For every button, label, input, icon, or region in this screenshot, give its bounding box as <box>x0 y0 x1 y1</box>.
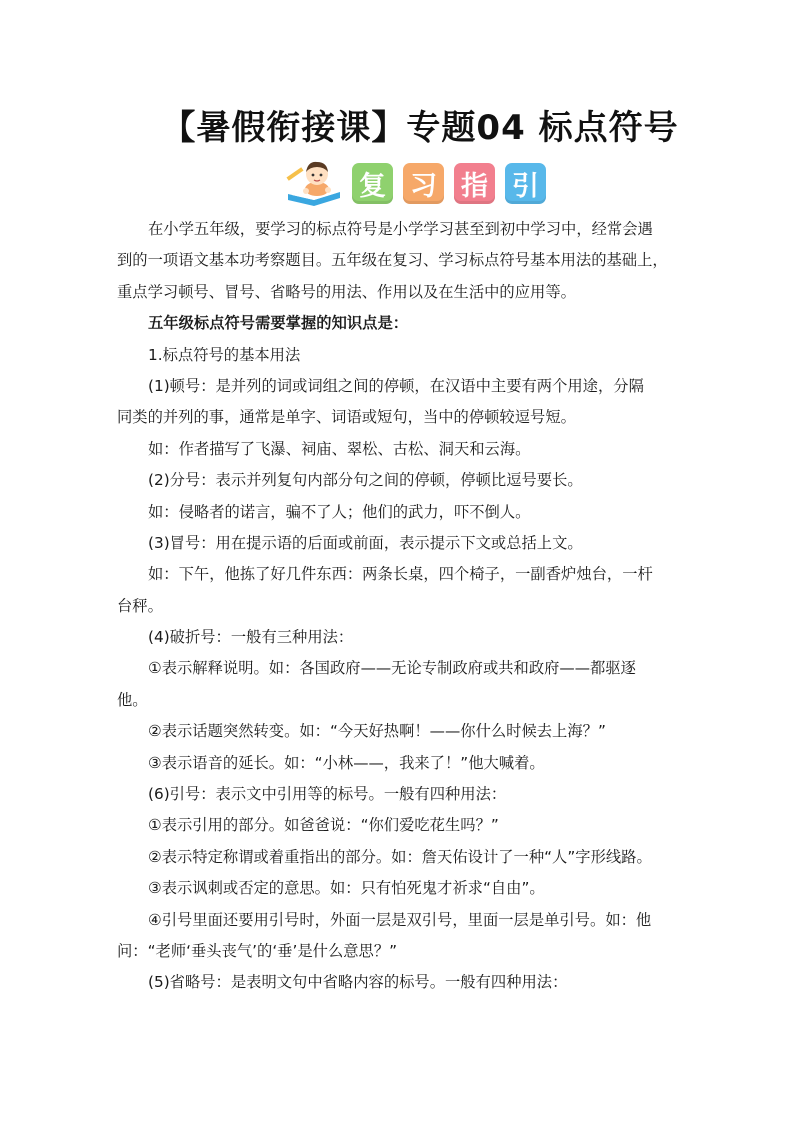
badge-zhi: 指 <box>454 163 495 204</box>
section-heading: 五年级标点符号需要掌握的知识点是： <box>148 314 409 333</box>
text-line: 重点学习顿号、冒号、省略号的用法、作用以及在生活中的应用等。 <box>117 282 576 301</box>
text-line: 同类的并列的事，通常是单字、词语或短句，当中的停顿较逗号短。 <box>117 408 576 427</box>
text-line: ③表示讽刺或否定的意思。如：只有怕死鬼才祈求“自由”。 <box>148 879 545 898</box>
text-line: (2)分号：表示并列复句内部分句之间的停顿，停顿比逗号要长。 <box>148 471 583 490</box>
text-line: 如：侵略者的诺言，骗不了人；他们的武力，吓不倒人。 <box>148 502 531 521</box>
text-line: (1)顿号：是并列的词或词组之间的停顿，在汉语中主要有两个用途，分隔 <box>148 376 644 395</box>
review-guide-banner <box>284 158 556 208</box>
text-line: ③表示语音的延长。如：“小林——，我来了！”他大喊着。 <box>148 753 545 772</box>
student-reading-icon <box>284 158 344 208</box>
badge-xi: 习 <box>403 163 444 204</box>
text-line: ④引号里面还要用引号时，外面一层是双引号，里面一层是单引号。如：他 <box>148 910 652 929</box>
text-line: (5)省略号：是表明文句中省略内容的标号。一般有四种用法： <box>148 973 568 992</box>
body-text <box>117 214 677 999</box>
text-line: 在小学五年级，要学习的标点符号是小学学习甚至到初中学习中，经常会遇 <box>148 220 653 238</box>
text-line: ①表示引用的部分。如爸爸说：“你们爱吃花生吗？” <box>148 816 499 835</box>
page-title: 【暑假衔接课】专题04 标点符号 <box>161 108 679 148</box>
text-line: 他。 <box>117 690 148 709</box>
text-line: ②表示特定称谓或着重指出的部分。如：詹天佑设计了一种“人”字形线路。 <box>148 847 652 866</box>
text-line: 1.标点符号的基本用法 <box>148 345 301 364</box>
text-line: 台秤。 <box>117 596 163 615</box>
text-line: ②表示话题突然转变。如：“今天好热啊！——你什么时候去上海？” <box>148 722 606 741</box>
text-line: 到的一项语文基本功考察题目。五年级在复习、学习标点符号基本用法的基础上， <box>117 251 668 270</box>
badge-yin: 引 <box>505 163 546 204</box>
text-line: (4)破折号：一般有三种用法： <box>148 628 354 647</box>
text-line: ①表示解释说明。如：各国政府——无论专制政府或共和政府——都驱逐 <box>148 659 636 678</box>
text-line: 问：“老师‘垂头丧气’的‘垂’是什么意思？” <box>117 941 398 960</box>
text-line: (6)引号：表示文中引用等的标号。一般有四种用法： <box>148 785 507 804</box>
text-line: (3)冒号：用在提示语的后面或前面，表示提示下文或总括上文。 <box>148 533 583 552</box>
text-line: 如：作者描写了飞瀑、祠庙、翠松、古松、洞天和云海。 <box>148 439 531 458</box>
badge-fu: 复 <box>352 163 393 204</box>
text-line: 如：下午，他拣了好几件东西：两条长桌，四个椅子，一副香炉烛台，一杆 <box>148 565 653 584</box>
